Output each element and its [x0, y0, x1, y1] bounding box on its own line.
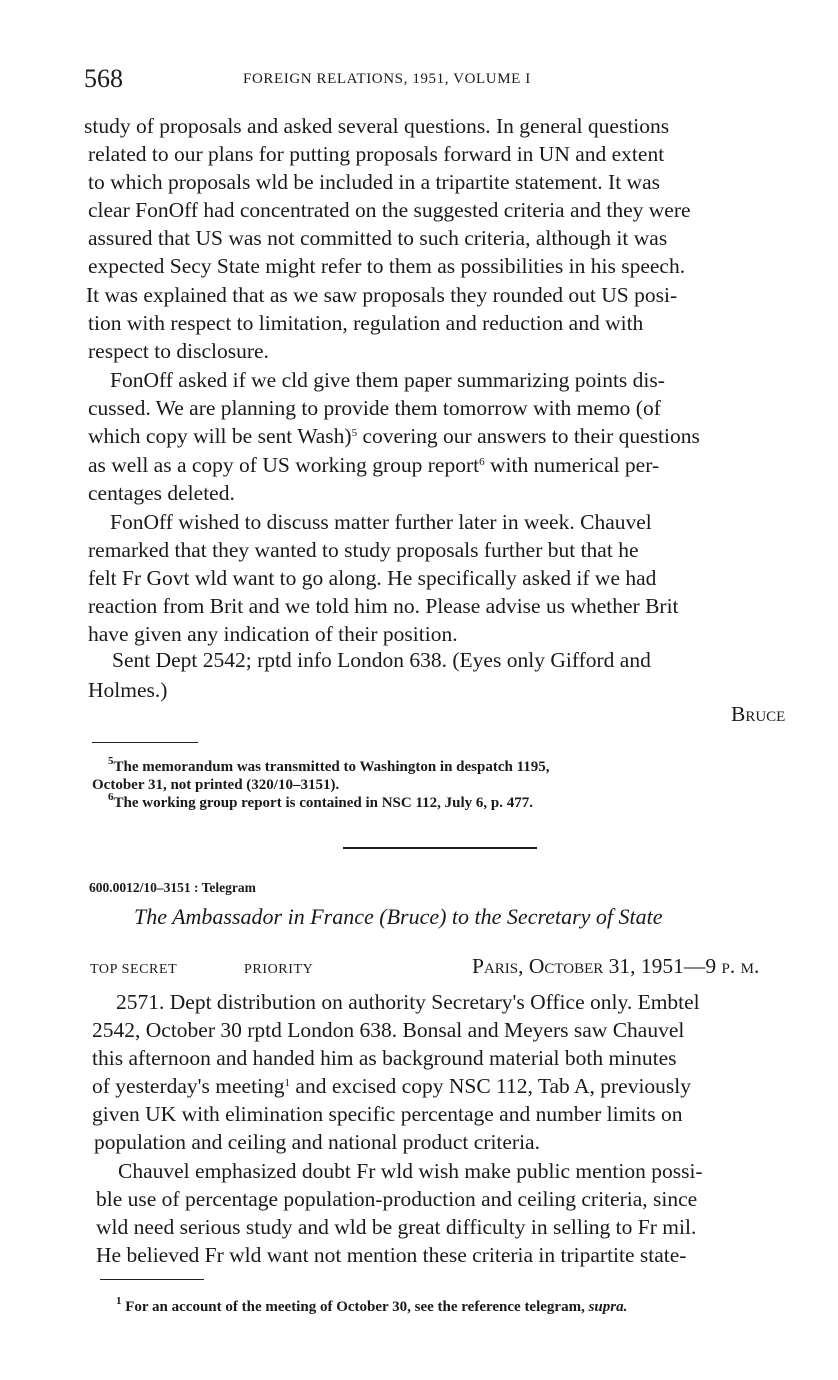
text-line: FonOff wished to discuss matter further later in week. Chauvel: [110, 510, 652, 534]
text-line: 2571. Dept distribution on authority Secretary's Office only. Embtel: [116, 990, 700, 1014]
text-line: 2542, October 30 rptd London 638. Bonsal and Meyers saw Chauvel: [92, 1018, 685, 1042]
text-line: Holmes.): [88, 678, 168, 702]
footnote-6: $^6$The working group report is contained in NSC 112, July 6, p. 477.: [108, 791, 534, 811]
signature: Bruce: [731, 702, 786, 726]
footnote-5-cont: October 31, not printed (320/10–3151).: [92, 777, 340, 793]
text-line: Chauvel emphasized doubt Fr wld wish make public mention possi-: [118, 1159, 703, 1183]
document-title: The Ambassador in France (Bruce) to the Secretary of State: [134, 904, 663, 929]
text-line: expected Secy State might refer to them as possibilities in his speech.: [88, 254, 686, 278]
footnote-ref: 6: [479, 456, 485, 468]
text-line: centages deleted.: [88, 481, 235, 505]
text-line: wld need serious study and wld be great difficulty in selling to Fr mil.: [96, 1215, 697, 1239]
text-line: to which proposals wld be included in a tripartite statement. It was: [88, 170, 660, 194]
text-line: remarked that they wanted to study proposals further but that he: [88, 538, 639, 562]
text-line: population and ceiling and national product criteria.: [94, 1130, 540, 1154]
classification-label: TOP SECRET: [90, 962, 178, 977]
text-line: Sent Dept 2542; rptd info London 638. (Eyes only Gifford and: [112, 648, 651, 672]
text-line: FonOff asked if we cld give them paper summarizing points dis-: [110, 368, 665, 392]
text-line: clear FonOff had concentrated on the suggested criteria and they were: [88, 198, 691, 222]
text-line: this afternoon and handed him as background material both minutes: [92, 1046, 677, 1070]
footnote-rule: [100, 1279, 204, 1280]
footnote-ref: 5: [351, 427, 358, 439]
section-separator: [343, 847, 537, 849]
footnote-5: $^5$The memorandum was transmitted to Washington in despatch 1195,: [108, 755, 550, 775]
text-line: He believed Fr wld want not mention these criteria in tripartite state-: [96, 1243, 687, 1267]
page-number: 568: [84, 64, 123, 93]
running-title: FOREIGN RELATIONS, 1951, VOLUME I: [243, 71, 531, 87]
text-line: ble use of percentage population-production and ceiling criteria, since: [96, 1187, 698, 1211]
text-line: assured that US was not committed to such criteria, although it was: [88, 226, 668, 250]
text-line: related to our plans for putting proposals forward in UN and extent: [88, 142, 665, 166]
text-line: have given any indication of their position.: [88, 622, 458, 646]
footnote-1: $^1$ For an account of the meeting of October 30, see the reference telegram, supra.: [116, 1295, 628, 1315]
text-line: respect to disclosure.: [88, 339, 269, 363]
precedence-label: PRIORITY: [244, 962, 314, 977]
footnote-ref: 1: [284, 1077, 291, 1089]
footnote-rule: [92, 742, 198, 743]
dateline: Paris, October 31, 1951—9 p. m.: [472, 954, 760, 978]
file-number: 600.0012/10–3151 : Telegram: [89, 880, 256, 895]
text-line: as well as a copy of US working group report$^6$ with numerical per-: [88, 453, 660, 477]
text-line: study of proposals and asked several questions. In general questions: [84, 114, 670, 138]
text-line: reaction from Brit and we told him no. Please advise us whether Brit: [88, 594, 679, 618]
text-line: given UK with elimination specific percentage and number limits on: [92, 1102, 683, 1126]
text-line: It was explained that as we saw proposals they rounded out US posi-: [86, 283, 678, 307]
text-line: tion with respect to limitation, regulation and reduction and with: [88, 311, 644, 335]
text-line: cussed. We are planning to provide them tomorrow with memo (of: [88, 396, 661, 420]
text-line: which copy will be sent Wash)$^5$ covering our answers to their questions: [88, 424, 700, 448]
text-line: of yesterday's meeting$^1$ and excised copy NSC 112, Tab A, previously: [92, 1074, 692, 1098]
text-line: felt Fr Govt wld want to go along. He specifically asked if we had: [88, 566, 657, 590]
